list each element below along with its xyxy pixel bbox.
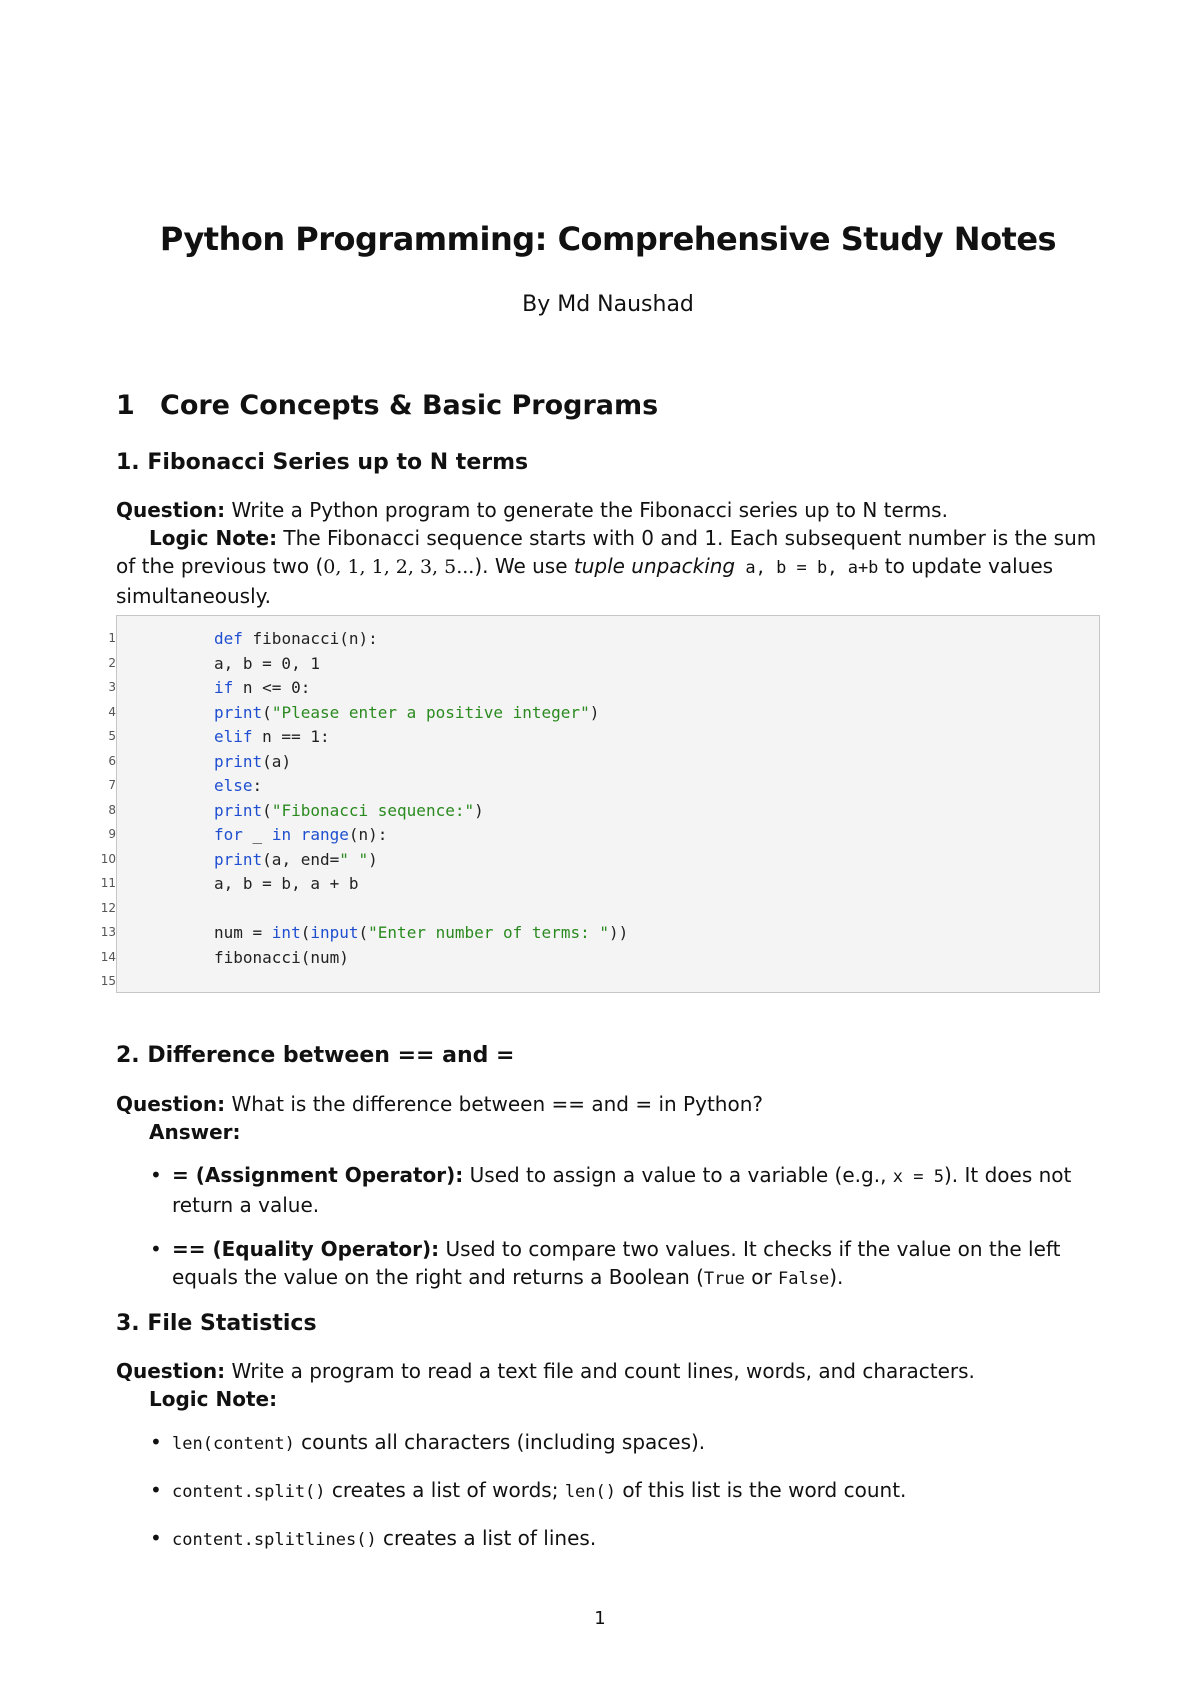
line-number: 9	[108, 827, 116, 841]
code-line: for _ in range(n):	[214, 825, 388, 844]
inline-code: len(content)	[172, 1434, 295, 1454]
equality-question	[116, 1090, 1100, 1146]
line-number: 11	[100, 876, 116, 890]
question-text: Write a Python program to generate the Fibonacci series up to N terms.	[225, 498, 948, 522]
fibonacci-heading: 1. Fibonacci Series up to N terms	[116, 450, 529, 475]
code-line: elif n == 1:	[214, 727, 330, 746]
question-label: Question:	[116, 498, 226, 522]
line-number: 6	[108, 753, 116, 768]
sequence-example: 0, 1, 1, 2, 3, 5...	[323, 556, 475, 578]
section-number: 1	[116, 390, 135, 421]
list-item: • = (Assignment Operator): Used to assign a value to a variable (e.g., x = 5). It does not return a value.	[150, 1163, 1072, 1217]
bullet-text: creates a list of words;	[325, 1478, 565, 1502]
line-number: 7	[108, 778, 116, 792]
line-number-gutter	[96, 626, 116, 994]
bullet-label: == (Equality Operator):	[172, 1237, 440, 1261]
code-line	[214, 897, 628, 922]
bullet-text: counts all characters (including spaces).	[294, 1430, 706, 1454]
inline-code: content.splitlines()	[172, 1530, 377, 1550]
bullet-text: of this list is the word count.	[616, 1478, 907, 1502]
line-number: 1	[108, 631, 116, 645]
code-line: else:	[214, 776, 263, 795]
document-title: Python Programming: Comprehensive Study Notes	[159, 220, 1057, 258]
list-item: • == (Equality Operator): Used to compare two values. It checks if the value on the left equals the value on the right and returns a Boolean (True or False).	[150, 1237, 1061, 1289]
question-text: Write a program to read a text file and count lines, words, and characters.	[225, 1359, 975, 1383]
question-label: Question:	[116, 1092, 226, 1116]
inline-code: x = 5	[892, 1167, 944, 1187]
question-label: Question:	[116, 1359, 226, 1383]
inline-code: len()	[564, 1482, 616, 1502]
equality-heading: 2. Difference between == and =	[116, 1043, 515, 1068]
code-line: print(a)	[214, 751, 292, 771]
code-line: num = int(input("Enter number of terms: "))	[214, 923, 629, 942]
list-item: • content.splitlines() creates a list of lines.	[150, 1526, 597, 1550]
bullet-text: ).	[829, 1265, 844, 1289]
answer-label: Answer:	[149, 1120, 241, 1144]
page-number: 1	[594, 1608, 606, 1629]
tuple-unpacking-term: tuple unpacking	[573, 554, 736, 578]
question-text: What is the difference between == and = in Python?	[225, 1092, 763, 1116]
code-line: fibonacci(num)	[214, 947, 349, 967]
line-number: 2	[108, 655, 116, 670]
logic-note-label: Logic Note:	[149, 1387, 278, 1411]
inline-code: a, b = b, a+b	[735, 558, 879, 578]
section-title: Core Concepts & Basic Programs	[160, 390, 659, 421]
line-number: 14	[100, 949, 116, 964]
code-line: a, b = 0, 1	[214, 653, 320, 673]
bullet-text: Used to compare two values. It checks if the value on the left equals the value on the right and returns a Boolean (	[172, 1237, 1061, 1289]
code-line: print("Fibonacci sequence:")	[214, 800, 484, 820]
list-item: • content.split() creates a list of words; len() of this list is the word count.	[150, 1478, 907, 1502]
logic-note-text: ). We use	[474, 554, 574, 578]
bullet-text: ). It does not return a value.	[172, 1163, 1072, 1217]
line-number: 5	[108, 729, 116, 743]
line-number: 8	[108, 802, 116, 817]
fibonacci-question	[116, 496, 1100, 610]
line-number: 15	[100, 974, 116, 988]
code-block	[116, 615, 1100, 993]
logic-note-text: The Fibonacci sequence starts with 0 and 1. Each subsequent number is the sum of the previous two (	[116, 526, 1097, 578]
section-heading	[116, 390, 658, 421]
logic-note-text: to update values simultaneously.	[116, 554, 1054, 608]
file-stats-question	[116, 1357, 1100, 1413]
line-number: 4	[108, 704, 116, 719]
inline-code: True	[703, 1269, 745, 1289]
bullet-text: creates a list of lines.	[376, 1526, 597, 1550]
code-line: def fibonacci(n):	[214, 629, 378, 648]
file-stats-heading: 3. File Statistics	[116, 1311, 317, 1336]
code-line: print(a, end=" ")	[214, 849, 378, 869]
document-author: By Md Naushad	[522, 292, 694, 317]
line-number: 10	[100, 851, 116, 866]
file-stats-bullets	[150, 1428, 1100, 1554]
bullet-text: or	[744, 1265, 779, 1289]
bullet-text: Used to assign a value to a variable (e.g.,	[463, 1163, 893, 1187]
code-lines	[214, 627, 628, 995]
logic-note-label: Logic Note:	[149, 526, 278, 550]
inline-code: content.split()	[172, 1482, 326, 1502]
inline-code: False	[778, 1269, 830, 1289]
code-line: print("Please enter a positive integer")	[214, 702, 600, 722]
line-number: 13	[100, 925, 116, 939]
bullet-label: = (Assignment Operator):	[172, 1163, 464, 1187]
line-number: 3	[108, 680, 116, 694]
equality-bullets	[150, 1161, 1100, 1293]
code-line: a, b = b, a + b	[214, 874, 359, 893]
line-number: 12	[100, 900, 116, 915]
code-listing	[100, 615, 1100, 995]
list-item: • len(content) counts all characters (including spaces).	[150, 1430, 706, 1454]
code-line	[214, 970, 628, 995]
code-line: if n <= 0:	[214, 678, 311, 697]
